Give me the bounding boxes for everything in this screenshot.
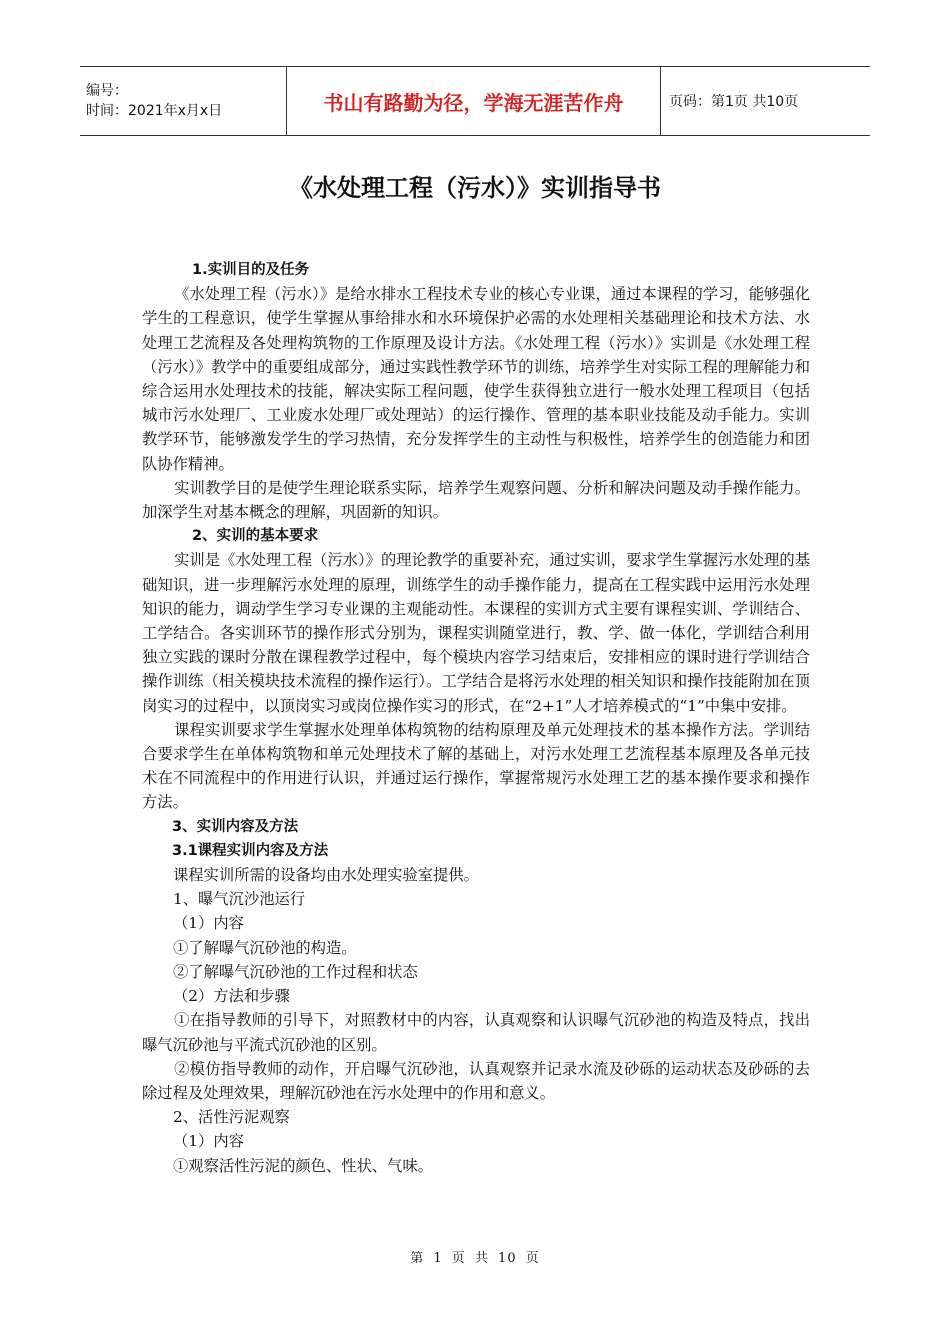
section-2-paragraph-2: 课程实训要求学生掌握水处理单体构筑物的结构原理及单元处理技术的基本操作方法。学训结合要求学生在单体构筑物和单元处理技术了解的基础上，对污水处理工艺流程基本原理及各单元技术在不同流程中的作用进行认识，并通过运行操作，掌握常规污水处理工艺的基本操作要求和操作方法。	[142, 720, 810, 812]
document-title: 《水处理工程（污水）》实训指导书	[289, 174, 661, 202]
item-1-title: 1、曝气沉沙池运行	[173, 890, 306, 909]
item-2-content-label: （1）内容	[173, 1132, 244, 1151]
code-label: 编号：	[86, 83, 128, 99]
item-1-content-2: ②了解曝气沉砂池的工作过程和状态	[173, 962, 418, 981]
date-label: 时间：2021年x月x日	[86, 103, 223, 119]
header-table	[80, 66, 870, 136]
item-1-method-2: ②模仿指导教师的动作，开启曝气沉砂池，认真观察并记录水流及砂砾的运动状态及砂砾的去除过程及处理效果，理解沉砂池在污水处理中的作用和意义。	[142, 1059, 810, 1102]
item-1-method-label: （2）方法和步骤	[173, 987, 290, 1006]
section-1-paragraph-1: 《水处理工程（污水）》是给水排水工程技术专业的核心专业课，通过本课程的学习，能够强化学生的工程意识，使学生掌握从事给排水和水环境保护必需的水处理相关基础理论和技术方法、水处理工艺流程及各处理构筑物的工作原理及设计方法。《水处理工程（污水）》实训是《水处理工程（污水）》教学中的重要组成部分，通过实践性教学环节的训练，培养学生对实际工程的理解能力和综合运用水处理技术的技能，解决实际工程问题，使学生获得独立进行一般水处理工程项目（包括城市污水处理厂、工业废水处理厂或处理站）的运行操作、管理的基本职业技能及动手能力。实训教学环节，能够激发学生的学习热情，充分发挥学生的主动性与积极性，培养学生的创造能力和团队协作精神。	[142, 285, 810, 473]
section-1-heading: 1.实训目的及任务	[192, 262, 310, 278]
section-3-1-intro: 课程实训所需的设备均由水处理实验室提供。	[173, 866, 479, 885]
item-2-title: 2、活性污泥观察	[173, 1108, 290, 1127]
page-footer: 第 1 页 共 10 页	[410, 1251, 540, 1266]
header-left	[80, 67, 287, 136]
header-page-info: 页码：第1页 共10页	[661, 67, 871, 136]
section-3-heading: 3、实训内容及方法	[172, 818, 299, 835]
item-1-content-label: （1）内容	[173, 914, 244, 933]
section-3-1-heading: 3.1课程实训内容及方法	[172, 842, 329, 859]
item-2-content-1: ①观察活性污泥的颜色、性状、气味。	[173, 1156, 434, 1175]
item-1-method-1: ①在指导教师的引导下，对照教材中的内容，认真观察和认识曝气沉砂池的构造及特点，找出曝气沉砂池与平流式沉砂池的区别。	[142, 1011, 810, 1054]
header-motto: 书山有路勤为径，学海无涯苦作舟	[287, 67, 661, 136]
section-2-paragraph-1: 实训是《水处理工程（污水）》的理论教学的重要补充，通过实训，要求学生掌握污水处理的基础知识，进一步理解污水处理的原理，训练学生的动手操作能力，提高在工程实践中运用污水处理知识的能力，调动学生学习专业课的主观能动性。本课程的实训方式主要有课程实训、学训结合、工学结合。各实训环节的操作形式分别为，课程实训随堂进行，教、学、做一体化，学训结合利用独立实践的课时分散在课程教学过程中，每个模块内容学习结束后，安排相应的课时进行学训结合操作训练（相关模块技术流程的操作运行）。工学结合是将污水处理的相关知识和操作技能附加在顶岗实习的过程中，以顶岗实习或岗位操作实习的形式，在“2+1”人才培养模式的“1”中集中安排。	[142, 551, 810, 715]
document-body	[142, 258, 810, 1178]
section-1-paragraph-2: 实训教学目的是使学生理论联系实际，培养学生观察问题、分析和解决问题及动手操作能力。加深学生对基本概念的理解，巩固新的知识。	[142, 478, 810, 522]
item-1-content-1: ①了解曝气沉砂池的构造。	[173, 938, 357, 957]
section-2-heading: 2、实训的基本要求	[192, 528, 319, 545]
